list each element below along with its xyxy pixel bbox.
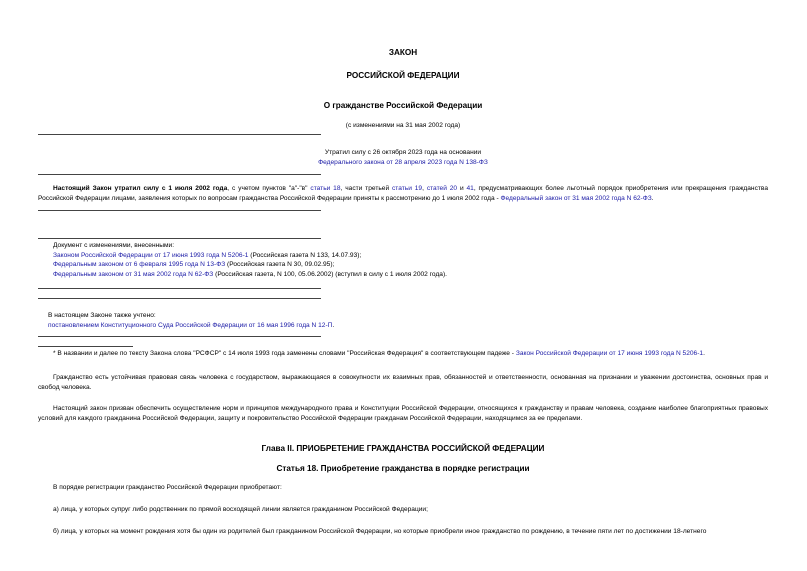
amendment-text: (Российская газета N 30, 09.02.95); (225, 261, 335, 269)
article-19-link[interactable]: статьи 19 (392, 185, 423, 192)
amendment-item (53, 270, 753, 280)
chapter-heading: Глава II. ПРИОБРЕТЕНИЕ ГРАЖДАНСТВА РОССИЙСКОЙ ФЕДЕРАЦИИ (261, 444, 545, 453)
considered-block (48, 311, 748, 330)
amendment-link[interactable]: Федеральным законом от 6 февраля 1995 года N 13-ФЗ (53, 261, 226, 269)
body-paragraph: б) лица, у которых на момент рождения хотя бы один из родителей был гражданином Российской Федерации, но которые приобрели иное гражданство по рождению, в течение пяти лет по достижении 18-летнего (53, 528, 707, 535)
footnote (38, 349, 768, 359)
divider (38, 210, 321, 211)
footnote-tail: . (703, 350, 705, 357)
amendments-heading: Документ с изменениями, внесенными: (53, 242, 175, 249)
country-heading: РОССИЙСКОЙ ФЕДЕРАЦИИ (346, 71, 460, 80)
article-41-link[interactable]: 41 (466, 185, 474, 192)
divider (38, 288, 321, 289)
notice-text: , (422, 185, 427, 192)
amendment-text: (Российская газета, N 100, 05.06.2002) (вступил в силу с 1 июля 2002 года). (213, 270, 447, 278)
divider (38, 298, 321, 299)
article-heading: Статья 18. Приобретение гражданства в порядке регистрации (276, 464, 530, 473)
divider (38, 238, 321, 239)
notice-text: , части третьей (340, 185, 392, 192)
amendment-link[interactable]: Законом Российской Федерации от 17 июня 1993 года N 5206-1 (53, 251, 249, 259)
notice-text: . (651, 194, 654, 202)
lost-force-text: Утратил силу с 26 октября 2023 года на основании (324, 149, 482, 156)
considered-tail: . (332, 321, 335, 329)
amendment-text: (Российская газета N 133, 14.07.93); (248, 251, 362, 259)
amendment-item (53, 260, 753, 270)
edition-note: (с изменениями на 31 мая 2002 года) (345, 122, 461, 129)
footnote-link[interactable]: Закон Российской Федерации от 17 июня 1993 года N 5206-1 (515, 350, 704, 357)
considered-heading: В настоящем Законе также учтено: (48, 312, 156, 319)
body-paragraph: а) лица, у которых супруг либо родственник по прямой восходящей линии является гражданином Российской Федерации; (53, 506, 428, 513)
constitutional-court-link[interactable]: постановлением Конституционного Суда Российской Федерации от 16 мая 1996 года N 12-П (48, 321, 333, 329)
amendment-item (53, 251, 753, 261)
notice-bold: Настоящий Закон утратил силу с 1 июля 2002 года (53, 185, 228, 192)
notice-text: , с учетом пунктов "а"-"в" (227, 185, 311, 192)
body-paragraph: В порядке регистрации гражданство Российской Федерации приобретают: (53, 484, 282, 491)
footnote-text: * В названии и далее по тексту Закона слова "РСФСР" с 14 июля 1993 года заменены словами "Российская Федерация" в соответствующем падеже - (53, 350, 516, 357)
body-paragraph: Гражданство есть устойчивая правовая связь человека с государством, выражающаяся в совокупности их взаимных прав, обязанностей и ответственности, основанная на признании и уважении достоинства, основных прав и свобод человека. (38, 374, 768, 391)
divider (38, 134, 321, 135)
doc-type-heading: ЗАКОН (388, 48, 418, 57)
lost-force-link[interactable]: Федерального закона от 28 апреля 2023 года N 138-ФЗ (318, 158, 488, 166)
doc-title: О гражданстве Российской Федерации (323, 101, 483, 110)
notice-text: и (457, 185, 467, 192)
body-paragraph: Настоящий закон призван обеспечить осуществление норм и принципов международного права и Конституции Российской Федерации, относящихся к гражданству и правам человека, создание наиболее благоприятных правовых условий для каждого гражданина Российской Федерации, защиту и покровительство Российской Федерации гражданам Российской Федерации, находящимся за ее пределами. (38, 405, 768, 422)
divider (38, 336, 321, 337)
article-18-link[interactable]: статьи 18 (310, 185, 341, 192)
footnote-divider (38, 346, 133, 347)
lost-force-note (38, 148, 768, 167)
federal-law-62-link[interactable]: Федеральный закон от 31 мая 2002 года N 62-ФЗ (500, 194, 652, 202)
amendment-link[interactable]: Федеральным законом от 31 мая 2002 года N 62-ФЗ (53, 270, 214, 278)
divider (38, 174, 321, 175)
notice-paragraph (38, 184, 768, 203)
amendments-block (53, 241, 753, 279)
article-20-link[interactable]: статей 20 (426, 185, 458, 192)
notice-text: , предусматривающих более льготный порядок приобретения или прекращения гражданства Российской Федерации лицами, заявления которых по вопросам гражданства Российской Федерации приняты к рассмотрению до 1 июля 2002 года - (38, 185, 768, 202)
